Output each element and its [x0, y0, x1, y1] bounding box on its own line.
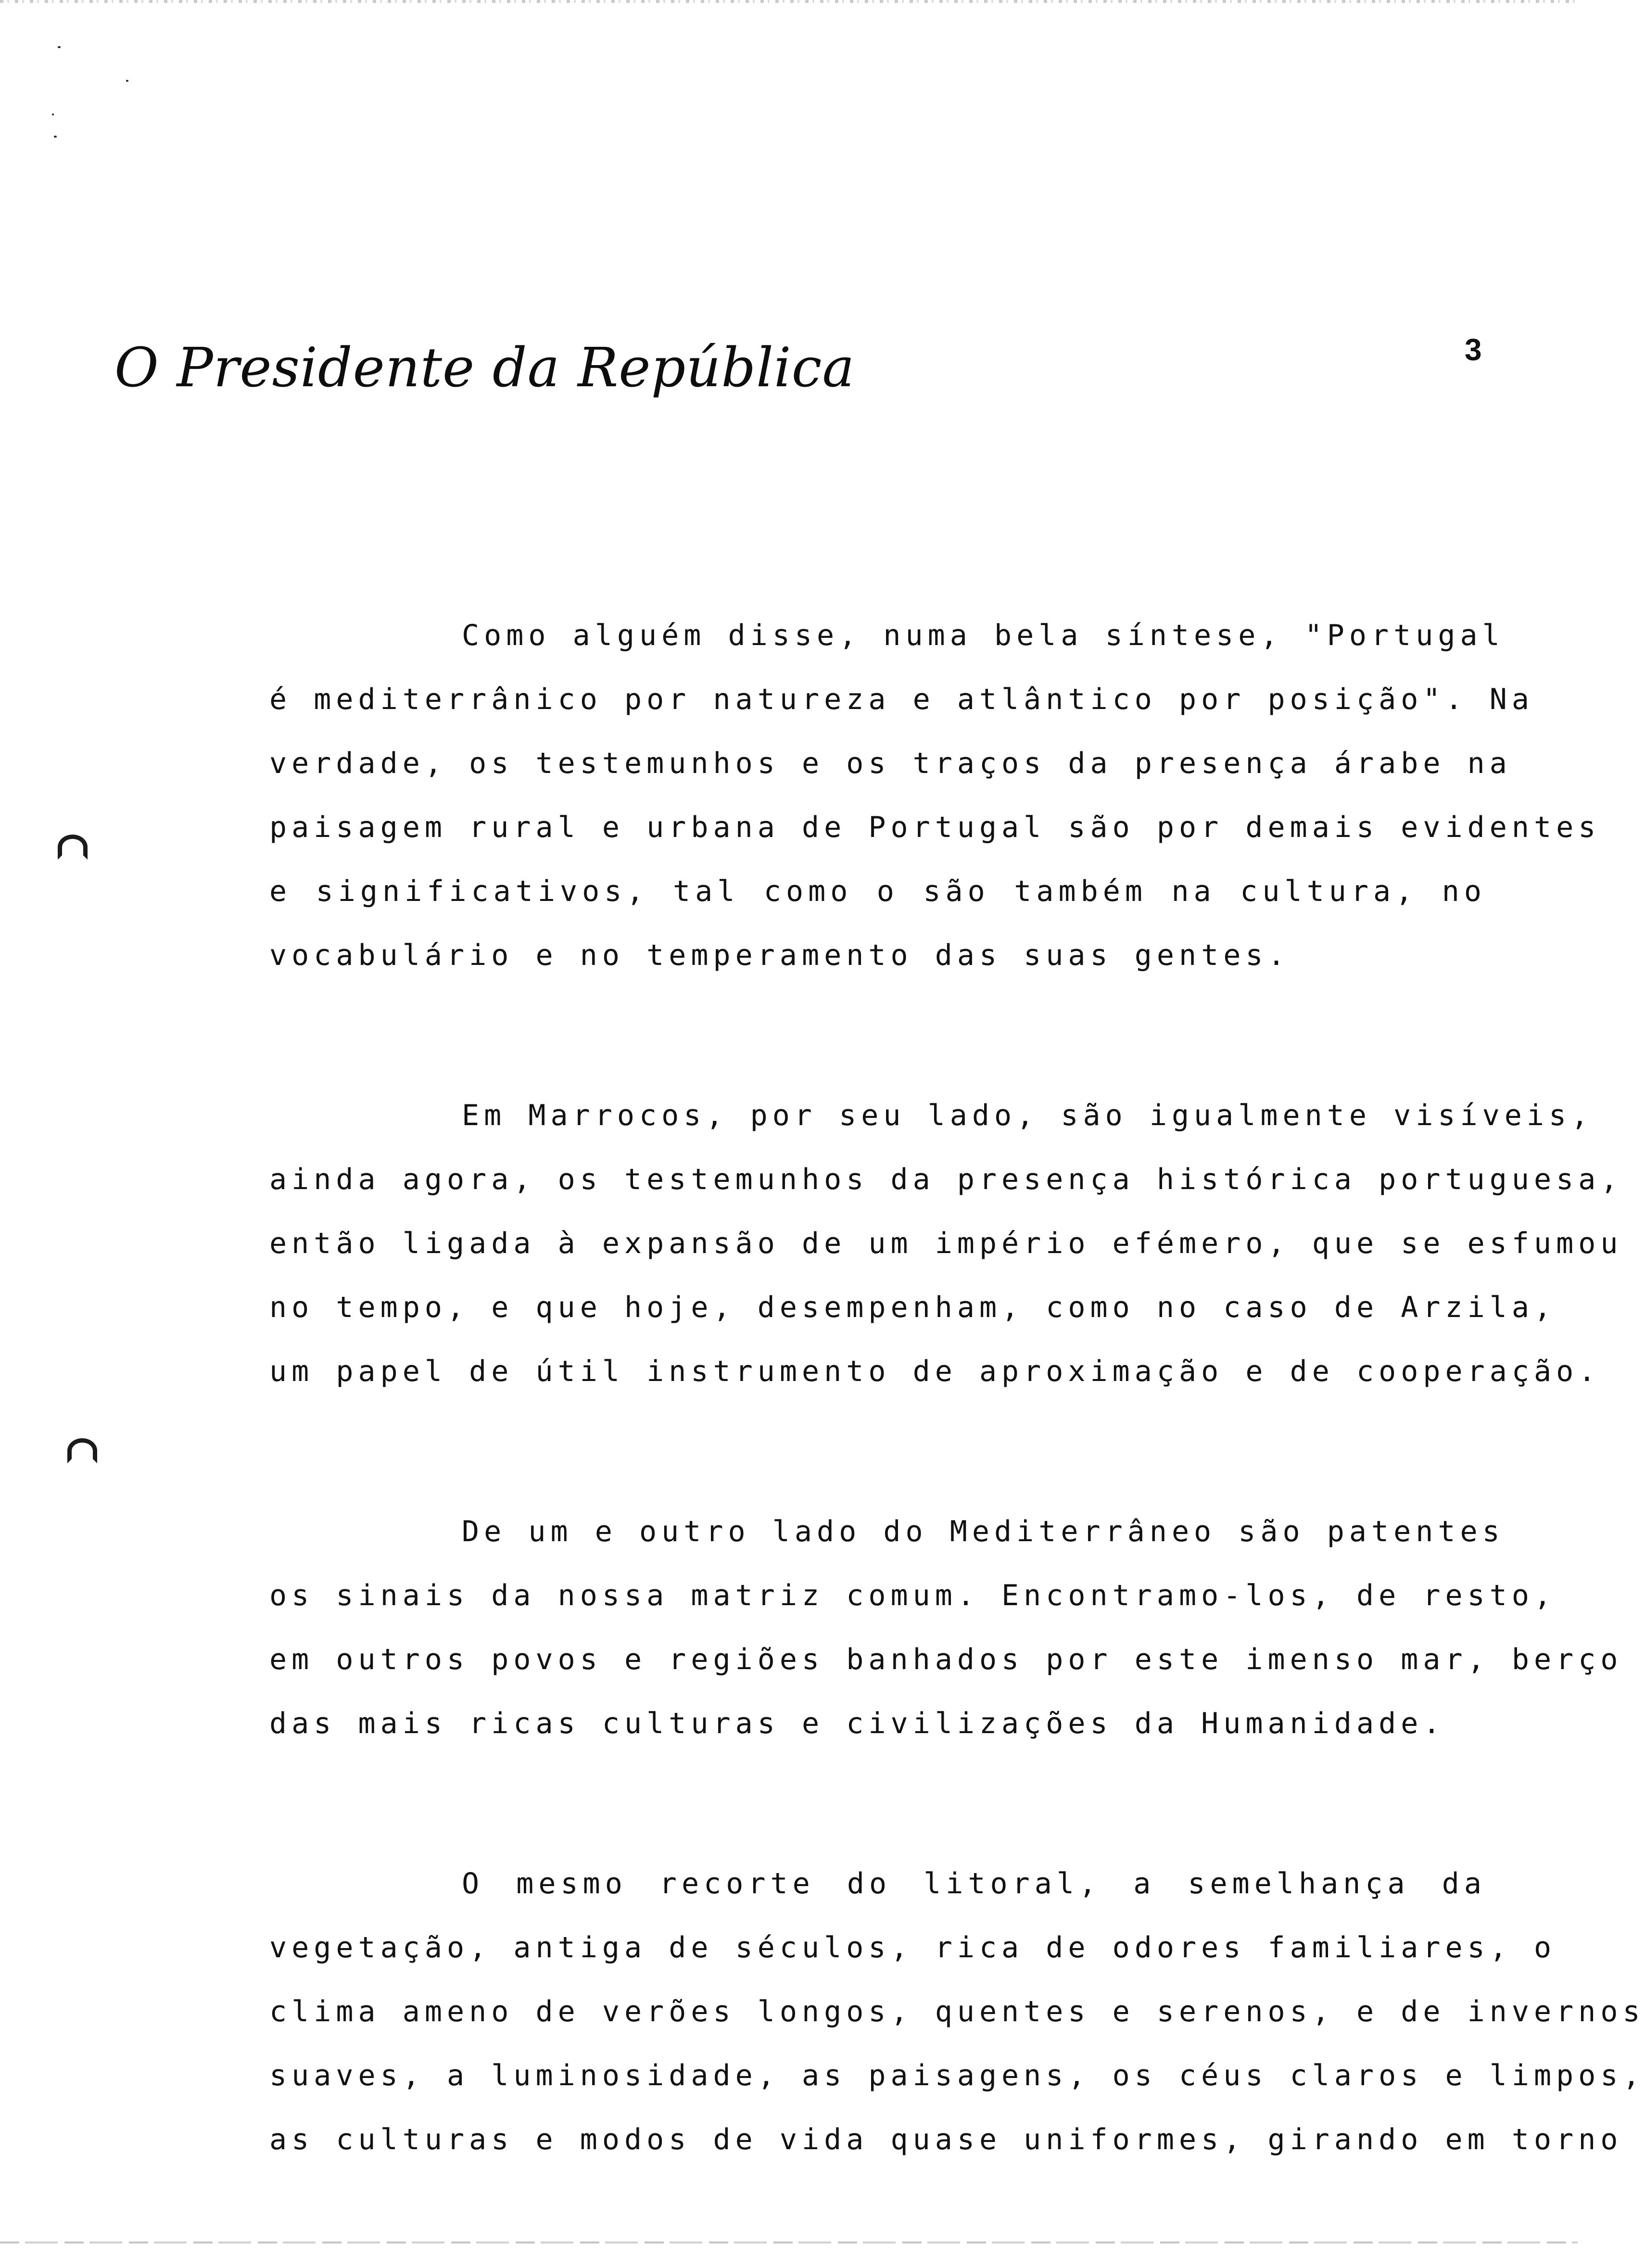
- text-line: um papel de útil instrumento de aproximação e de cooperação.: [269, 1355, 1601, 1388]
- text-line: ainda agora, os testemunhos da presença histórica portuguesa,: [269, 1163, 1623, 1196]
- scan-speck: [54, 136, 57, 138]
- letterhead: O Presidente da República: [114, 337, 855, 399]
- text-line: suaves, a luminosidade, as paisagens, os céus claros e limpos,: [269, 2059, 1645, 2092]
- letter-body: [269, 604, 1645, 2268]
- text-line: é mediterrânico por natureza e atlântico por posição". Na: [269, 683, 1534, 716]
- scan-speck: [126, 80, 128, 82]
- text-line: Como alguém disse, numa bela síntese, "Portugal: [462, 619, 1505, 652]
- text-line: das mais ricas culturas e civilizações da Humanidade.: [269, 1707, 1445, 1740]
- text-line: então ligada à expansão de um império efémero, que se esfumou: [269, 1227, 1623, 1260]
- text-line: no tempo, e que hoje, desempenham, como no caso de Arzila,: [269, 1291, 1556, 1324]
- scan-speck: [52, 114, 54, 115]
- text-line: De um e outro lado do Mediterrâneo são patentes: [462, 1515, 1505, 1548]
- page-number: 3: [1465, 332, 1482, 367]
- scan-speck: [58, 46, 61, 48]
- text-line: Em Marrocos, por seu lado, são igualmente visíveis,: [462, 1099, 1594, 1132]
- text-line: vegetação, antiga de séculos, rica de odores familiares, o: [269, 1931, 1556, 1964]
- text-line: os sinais da nossa matriz comum. Encontramo-los, de resto,: [269, 1579, 1556, 1612]
- text-line: paisagem rural e urbana de Portugal são por demais evidentes: [269, 811, 1601, 844]
- text-line: em outros povos e regiões banhados por este imenso mar, berço: [269, 1643, 1623, 1676]
- scan-bottom-edge: [0, 2242, 1578, 2243]
- text-line: clima ameno de verões longos, quentes e serenos, e de invernos: [269, 1995, 1645, 2028]
- paragraph: [269, 1500, 1623, 1756]
- scan-top-edge: [0, 0, 1578, 3]
- text-line: e significativos, tal como o são também na cultura, no: [269, 874, 1486, 908]
- punch-hole: [58, 835, 88, 860]
- text-line: vocabulário e no temperamento das suas gentes.: [269, 938, 1290, 972]
- text-line: O mesmo recorte do litoral, a semelhança da: [462, 1867, 1486, 1901]
- text-line: as culturas e modos de vida quase uniformes, girando em torno: [269, 2123, 1623, 2156]
- paragraph: [269, 1084, 1623, 1404]
- paragraph: [269, 1852, 1645, 2172]
- punch-hole: [67, 1438, 97, 1463]
- paragraph: [269, 604, 1601, 988]
- text-line: verdade, os testemunhos e os traços da presença árabe na: [269, 747, 1512, 780]
